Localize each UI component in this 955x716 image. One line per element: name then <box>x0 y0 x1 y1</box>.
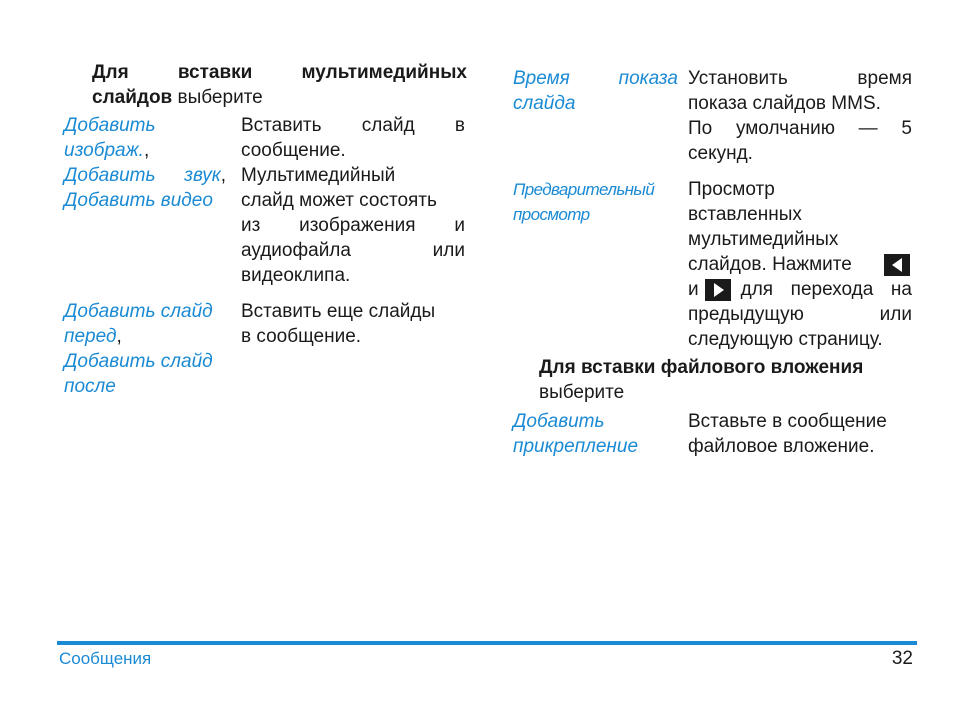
term-line <box>64 324 234 349</box>
left-intro-rest: выберите <box>172 87 263 108</box>
term-line: Добавить слайд <box>64 301 213 322</box>
left-arrow-icon <box>884 254 910 276</box>
desc-line <box>688 277 912 302</box>
desc-line: слайд может состоять <box>241 190 437 211</box>
footer-rule <box>57 641 917 645</box>
term-line: Время показа <box>513 68 678 89</box>
right-intro-rest: выберите <box>539 382 625 403</box>
desc-line: из изображения и <box>241 215 465 236</box>
desc-line: в сообщение. <box>241 326 362 347</box>
intro-bold-second: слайдов <box>92 87 173 108</box>
desc-line-part: и <box>688 279 699 300</box>
intro-word: Для <box>92 62 129 83</box>
term-slide-time <box>513 66 678 116</box>
desc-line: Просмотр <box>688 179 775 200</box>
term-line <box>64 138 234 163</box>
desc-line: предыдущую или <box>688 304 912 325</box>
right-intro <box>539 355 915 405</box>
right-arrow-icon <box>705 279 731 301</box>
desc-line: файловое вложение. <box>688 436 875 457</box>
right-intro-bold: Для вставки файлового вложения <box>539 357 864 378</box>
intro-word: вставки <box>177 62 253 83</box>
desc-line: Установить время <box>688 68 912 89</box>
desc-line <box>688 252 912 277</box>
term-line: просмотр <box>513 205 590 224</box>
page-number: 32 <box>891 648 913 669</box>
term-word: Добавить <box>64 165 156 186</box>
desc-line: показа слайдов MMS. <box>688 93 881 114</box>
term-line: Добавить <box>64 115 156 136</box>
desc-line: аудиофайла или <box>241 240 465 261</box>
comma: , <box>116 326 122 347</box>
desc-line: Вставить слайд в <box>241 115 465 136</box>
desc-add-attachment <box>688 409 914 459</box>
term-line <box>64 163 226 188</box>
term-line: Добавить видео <box>64 190 213 211</box>
desc-line: вставленных <box>688 204 802 225</box>
desc-slide-time <box>688 66 912 166</box>
term-add-attachment <box>513 409 683 459</box>
term-line: слайда <box>513 93 576 114</box>
term-add-media <box>64 113 234 213</box>
desc-line: По умолчанию — 5 <box>688 118 912 139</box>
term-line-part: перед <box>64 326 117 347</box>
desc-line-part: для перехода на <box>740 279 912 300</box>
desc-preview <box>688 177 912 352</box>
footer-section: Сообщения <box>59 649 152 668</box>
desc-line: Вставить еще слайды <box>241 301 436 322</box>
desc-add-media <box>241 113 465 288</box>
left-intro <box>92 60 467 110</box>
term-line-part: изображ. <box>64 140 144 161</box>
term-line: после <box>64 376 116 397</box>
desc-line-part: слайдов. Нажмите <box>688 254 852 275</box>
desc-add-slide <box>241 299 465 349</box>
term-line: прикрепление <box>513 436 639 457</box>
desc-line: секунд. <box>688 143 753 164</box>
term-preview <box>513 177 683 227</box>
term-line: Добавить <box>513 411 605 432</box>
term-line: Предварительный <box>513 180 655 199</box>
desc-line: Мультимедийный <box>241 165 396 186</box>
desc-line: следующую страницу. <box>688 329 883 350</box>
desc-line: мультимедийных <box>688 229 839 250</box>
desc-line: Вставьте в сообщение <box>688 411 887 432</box>
term-word: звук, <box>184 165 226 186</box>
comma: , <box>143 140 150 161</box>
term-add-slide <box>64 299 234 399</box>
intro-word: мультимедийных <box>301 62 467 83</box>
desc-line: сообщение. <box>241 140 346 161</box>
desc-line: видеоклипа. <box>241 265 351 286</box>
term-line: Добавить слайд <box>64 351 213 372</box>
